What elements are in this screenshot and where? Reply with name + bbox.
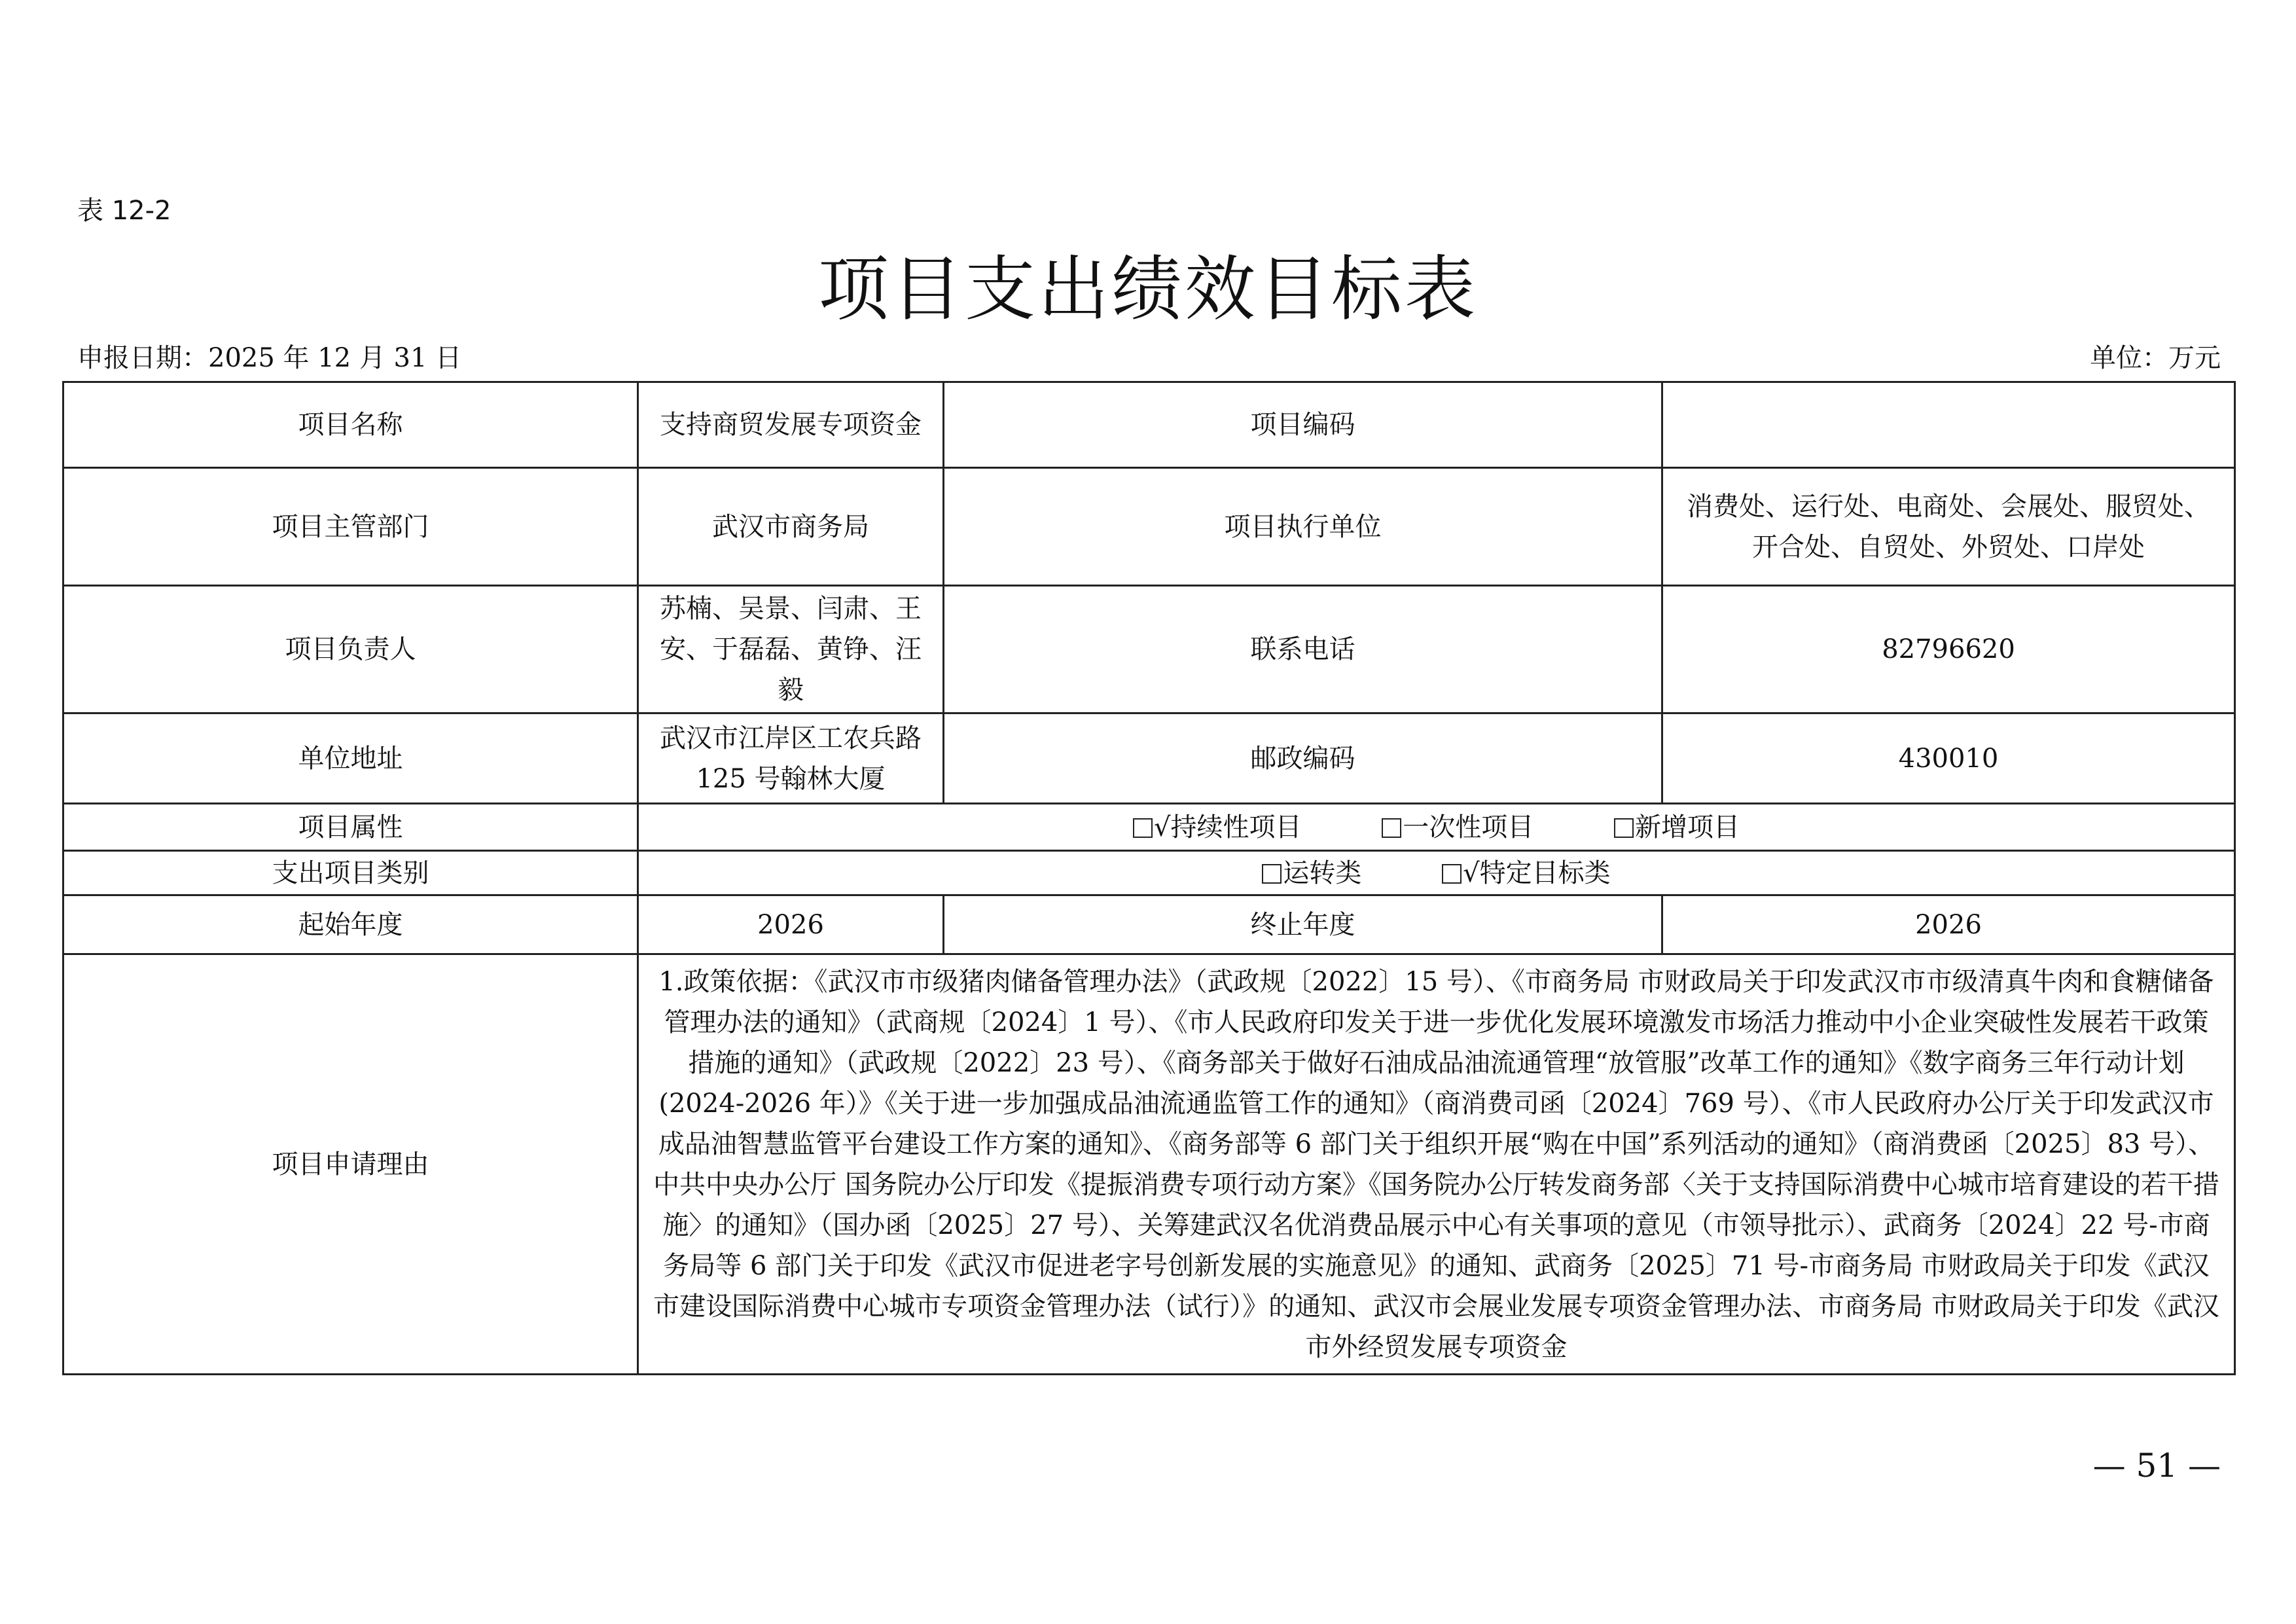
row-reason [63,954,2235,1375]
option-label: 新增项目 [1634,812,1740,842]
row-address [63,713,2235,804]
label-executing-unit: 项目执行单位 [944,468,1662,586]
label-project-name: 项目名称 [63,382,638,468]
value-address: 武汉市江岸区工农兵路 125 号翰林大厦 [638,713,944,804]
value-end-year: 2026 [1662,895,2235,954]
value-start-year: 2026 [638,895,944,954]
value-executing-unit: 消费处、运行处、电商处、会展处、服贸处、开合处、自贸处、外贸处、口岸处 [1662,468,2235,586]
option-specific-target[interactable] [1442,853,1611,893]
value-phone: 82796620 [1662,586,2235,713]
report-date: 申报日期：2025 年 12 月 31 日 [77,343,462,373]
performance-target-table [62,381,2236,1375]
row-years [63,895,2235,954]
row-attribute [63,804,2235,851]
option-operating[interactable] [1262,853,1361,893]
checkbox-icon[interactable] [1614,818,1634,838]
label-address: 单位地址 [63,713,638,804]
row-project-name [63,382,2235,468]
option-label: 特定目标类 [1479,857,1611,888]
value-project-name: 支持商贸发展专项资金 [638,382,944,468]
label-attribute: 项目属性 [63,804,638,851]
label-reason: 项目申请理由 [63,954,638,1375]
label-postcode: 邮政编码 [944,713,1662,804]
checkbox-icon[interactable] [1262,864,1282,884]
value-owner: 苏楠、吴景、闫肃、王安、于磊磊、黄铮、汪毅 [638,586,944,713]
attribute-options [638,804,2235,851]
unit-label: 单位：万元 [2090,343,2221,373]
option-continuous[interactable] [1133,807,1302,848]
table-number: 表 12-2 [77,196,171,226]
row-category [63,851,2235,895]
option-label: 运转类 [1283,857,1362,888]
value-reason: 1.政策依据：《武汉市市级猪肉储备管理办法》（武政规〔2022〕15 号）、《市商务局 市财政局关于印发武汉市市级清真牛肉和食糖储备管理办法的通知》（武商规〔2024〕1 号）、《市人民政府印发关于进一步优化发展环境激发市场活力推动中小企业突破性发展若干政策措施的通知》（武政规〔2022〕23 号）、《商务部关于做好石油成品油流通管理“放管服”改革工作的通知》《数字商务三年行动计划(2024-2026 年）》《关于进一步加强成品油流通监管工作的通知》（商消费司函〔2024〕769 号）、《市人民政府办公厅关于印发武汉市成品油智慧监管平台建设工作方案的通知》、《商务部等 6 部门关于组织开展“购在中国”系列活动的通知》（商消费函〔2025〕83 号）、中共中央办公厅 国务院办公厅印发《提振消费专项行动方案》《国务院办公厅转发商务部〈关于支持国际消费中心城市培育建设的若干措施〉的通知》（国办函〔2025〕27 号）、关筹建武汉名优消费品展示中心有关事项的意见（市领导批示）、武商务〔2024〕22 号-市商务局等 6 部门关于印发《武汉市促进老字号创新发展的实施意见》的通知、武商务〔2025〕71 号-市商务局 市财政局关于印发《武汉市建设国际消费中心城市专项资金管理办法（试行）》的通知、武汉市会展业发展专项资金管理办法、市商务局 市财政局关于印发《武汉市外经贸发展专项资金 [638,954,2235,1375]
label-phone: 联系电话 [944,586,1662,713]
option-new[interactable] [1614,807,1740,848]
option-label: 持续性项目 [1170,812,1302,842]
label-end-year: 终止年度 [944,895,1662,954]
label-category: 支出项目类别 [63,851,638,895]
page-number: — 51 — [2092,1447,2221,1485]
option-label: 一次性项目 [1403,812,1534,842]
page-title: 项目支出绩效目标表 [817,249,1478,331]
checkbox-icon[interactable] [1382,818,1401,838]
label-start-year: 起始年度 [63,895,638,954]
label-department: 项目主管部门 [63,468,638,586]
value-department: 武汉市商务局 [638,468,944,586]
checkbox-icon[interactable] [1133,818,1153,838]
option-mark: √ [1154,812,1171,842]
row-owner [63,586,2235,713]
value-project-code [1662,382,2235,468]
value-postcode: 430010 [1662,713,2235,804]
option-mark: √ [1463,857,1480,888]
category-options [638,851,2235,895]
option-one-time[interactable] [1382,807,1534,848]
row-department [63,468,2235,586]
label-owner: 项目负责人 [63,586,638,713]
checkbox-icon[interactable] [1442,864,1462,884]
label-project-code: 项目编码 [944,382,1662,468]
